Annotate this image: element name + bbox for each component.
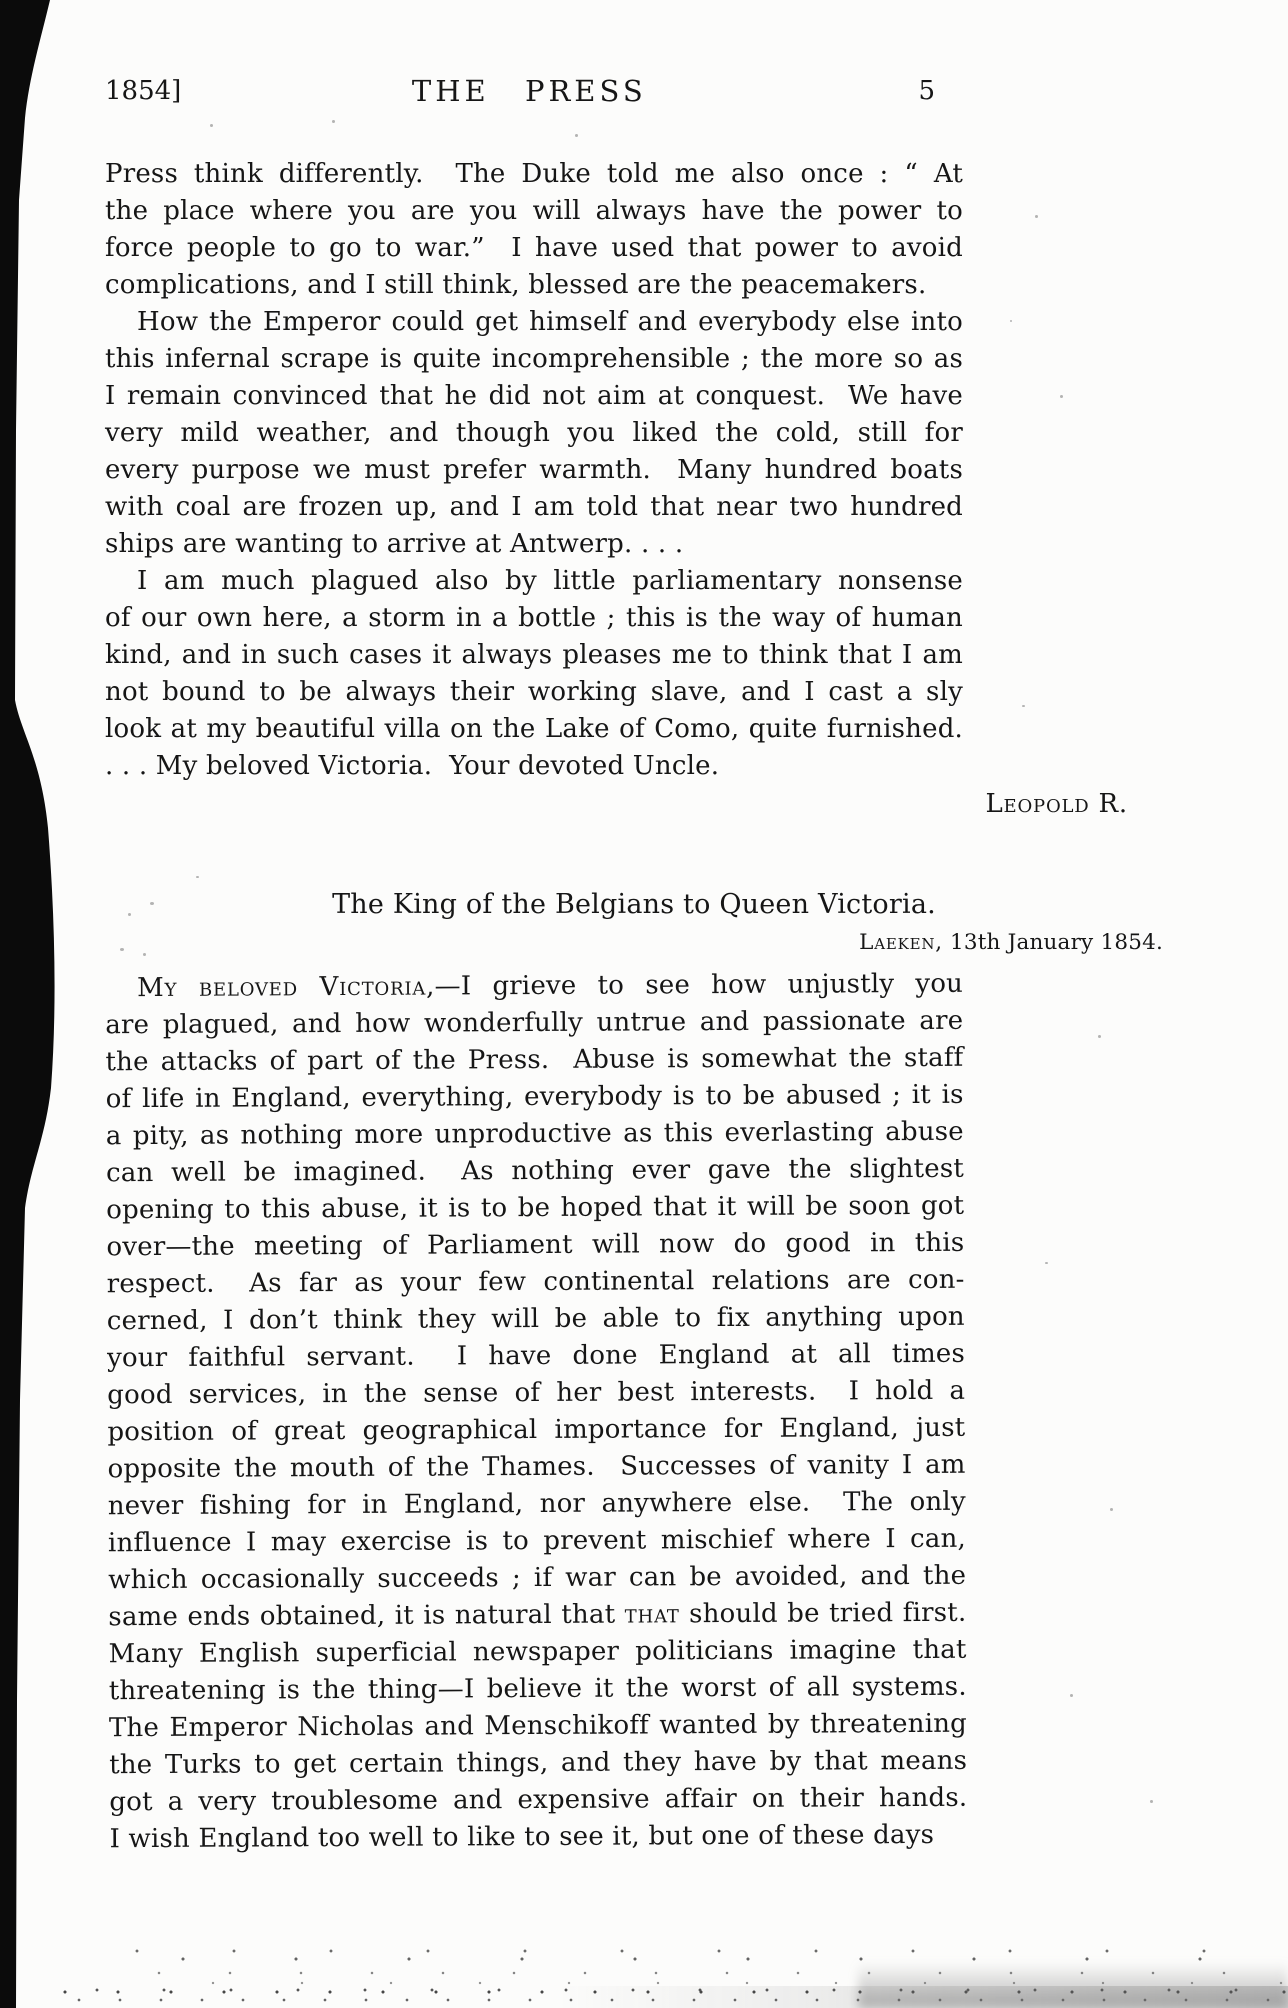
text-segment: very mild weather, and though you liked the cold, still for <box>105 418 963 448</box>
text-line <box>105 711 963 748</box>
text-line <box>107 1410 965 1451</box>
text-line <box>106 1188 964 1229</box>
text-segment: 13 <box>942 930 978 955</box>
text-line <box>105 415 963 452</box>
text-line <box>107 1336 965 1377</box>
text-line <box>105 1040 963 1081</box>
text-segment: a pity, as nothing more unproductive as this everlasting abuse <box>105 1116 964 1152</box>
text-line <box>105 489 963 526</box>
text-segment: the Turks to get certain things, and they have by that means <box>109 1745 968 1781</box>
text-line <box>105 563 963 600</box>
paragraph <box>105 563 963 785</box>
text-segment: force people to go to war.” I have used that power to <box>105 233 892 263</box>
text-segment: got a very troublesome and expensive affair on their hands. <box>109 1782 968 1818</box>
text-line <box>106 1225 964 1266</box>
scan-speck <box>210 124 213 127</box>
text-segment: Press think differently. The Duke told me also once : “ At <box>105 159 963 189</box>
text-line <box>105 156 963 193</box>
text-segment: never fishing for in England, nor anywhere else. The only <box>107 1486 966 1522</box>
text-segment: The King of the Belgians to Queen Victoria. <box>332 889 936 920</box>
paragraph <box>105 966 968 1858</box>
text-line <box>105 452 963 489</box>
text-segment: of our own here, a storm in a bottle ; this is the way of human <box>105 603 963 633</box>
text-segment: My beloved Victoria <box>137 971 427 1004</box>
text-line <box>105 748 963 785</box>
margin-year-label: 1854] <box>105 76 182 106</box>
scan-speck <box>1150 1800 1153 1803</box>
text-segment: . . . My beloved Victoria. Your devoted Uncle. <box>105 751 720 781</box>
text-line <box>107 1373 965 1414</box>
scan-speck <box>1010 320 1012 322</box>
text-segment: that <box>624 1599 680 1630</box>
text-segment: respect. As far as your few continental relations are con- <box>106 1264 965 1300</box>
text-segment: should be tried first. <box>679 1597 967 1630</box>
text-segment: The Emperor Nicholas and Menschikoff wanted by threatening <box>108 1708 968 1744</box>
text-segment: opening to this abuse, it is to be hoped that it will be soon got <box>106 1190 965 1226</box>
text-segment: of life in England, <box>105 1082 351 1115</box>
text-line <box>108 1595 966 1636</box>
text-segment: over—the meeting of Parliament will now do good in this <box>106 1227 965 1263</box>
scan-smudge <box>858 1962 1288 2008</box>
scan-speck <box>1035 215 1038 218</box>
text-line <box>105 637 963 674</box>
page-number: 5 <box>918 76 935 106</box>
paragraph <box>105 156 963 304</box>
text-segment: staff <box>903 1042 964 1074</box>
text-line <box>105 193 963 230</box>
text-line <box>109 1817 967 1858</box>
text-segment: good services, in the sense of her best interests. I hold a <box>107 1375 966 1411</box>
text-line <box>107 1299 965 1340</box>
text-segment: same ends obtained, it is natural <box>108 1599 562 1633</box>
binding-shadow <box>0 0 70 2008</box>
text-segment: I wish England too well to like to see it, but one of these days <box>109 1819 935 1855</box>
scan-speck <box>1060 395 1063 398</box>
text-line <box>108 1632 966 1673</box>
text-line <box>105 378 963 415</box>
text-segment: cerned, I don’t think they will be able to fix anything upon <box>106 1301 965 1337</box>
letter-signature <box>105 786 1128 823</box>
text-line <box>109 1669 967 1710</box>
scan-speck <box>1070 1694 1073 1697</box>
text-line <box>105 1003 963 1044</box>
text-segment: can well be imagined. As nothing ever gave the slightest <box>105 1153 965 1189</box>
text-line <box>109 1743 967 1784</box>
text-segment: your faithful servant. I have done England at all times <box>106 1338 966 1374</box>
text-column <box>105 156 1163 1856</box>
text-segment: the place where you are you will always have the power to <box>105 196 963 226</box>
text-segment: this infernal scrape is quite incomprehensible ; the more so as <box>105 344 963 374</box>
scan-speck <box>1098 1035 1101 1038</box>
text-segment: Many English superficial newspaper politicians imagine that <box>108 1634 967 1670</box>
letter-heading <box>205 885 1063 925</box>
text-segment: 1854. <box>1093 930 1163 955</box>
text-segment: look at my beautiful villa on the Lake of Como, <box>105 714 749 744</box>
text-line <box>105 600 963 637</box>
text-line <box>106 1151 964 1192</box>
text-line <box>109 1780 967 1821</box>
text-segment: threatening is the thing—I believe it the worst of all systems. <box>108 1671 967 1707</box>
text-segment: th January <box>977 930 1094 955</box>
text-segment: that <box>561 1599 625 1630</box>
text-segment: Laeken, <box>859 930 943 955</box>
text-segment: complications, and I still think, blessed are the peacemakers. <box>105 270 927 300</box>
text-segment: I am much plagued also by little parliamentary nonsense <box>137 566 963 596</box>
text-segment: everything, everybody is to be abused ; it is <box>350 1079 964 1113</box>
text-line <box>105 341 963 378</box>
text-segment: opposite the mouth of the Thames. Successes of vanity I am <box>107 1449 966 1485</box>
text-line <box>108 1521 966 1562</box>
page-title: THE PRESS <box>411 74 647 108</box>
letter-dateline <box>105 928 1163 958</box>
text-segment: not bound to be always their working slave, and I cast a sly <box>105 677 963 707</box>
scan-speck <box>575 134 578 137</box>
text-segment: with coal are frozen up, and I am told that near two hundred <box>105 492 963 522</box>
text-line <box>105 526 963 563</box>
text-line <box>105 267 963 304</box>
text-segment: How the Emperor could get himself and everybody else into <box>137 307 963 337</box>
text-line <box>109 1706 967 1747</box>
text-line <box>106 1077 964 1118</box>
text-line <box>105 966 963 1007</box>
text-segment: position of great geographical importance for England, just <box>107 1412 966 1448</box>
text-line <box>108 1484 966 1525</box>
scan-speck <box>1045 1262 1048 1264</box>
text-segment: avoid <box>891 233 963 263</box>
text-line <box>107 1262 965 1303</box>
text-line <box>106 1114 964 1155</box>
text-segment: influence I may exercise is to prevent mischief where I can, <box>107 1523 967 1559</box>
text-segment: every purpose we must prefer warmth. Many hundred boats <box>105 455 963 485</box>
running-head <box>105 76 963 116</box>
text-segment: quite furnished. <box>748 714 963 744</box>
text-segment: Leopold R. <box>985 789 1128 819</box>
text-line <box>108 1447 966 1488</box>
scan-speck <box>1110 1508 1113 1511</box>
text-segment: ships are wanting to arrive at Antwerp. . . . <box>105 529 684 559</box>
text-line <box>105 230 963 267</box>
scan-speck <box>332 120 335 123</box>
scan-speck <box>1022 705 1025 707</box>
text-line <box>105 304 963 341</box>
text-segment: the attacks of part of the Press. Abuse is somewhat the <box>105 1043 905 1078</box>
text-line <box>105 674 963 711</box>
text-segment: which occasionally succeeds ; if war can be avoided, and the <box>108 1560 967 1596</box>
text-line <box>108 1558 966 1599</box>
text-segment: are plagued, and how wonderfully untrue and passionate are <box>105 1005 964 1041</box>
text-segment: kind, and in such cases it always pleases me to think that I am <box>105 640 963 670</box>
paragraph <box>105 304 963 563</box>
text-segment: I remain convinced that he did not aim at conquest. We have <box>105 381 963 411</box>
text-segment: ,—I grieve to see how unjustly you <box>426 968 964 1002</box>
